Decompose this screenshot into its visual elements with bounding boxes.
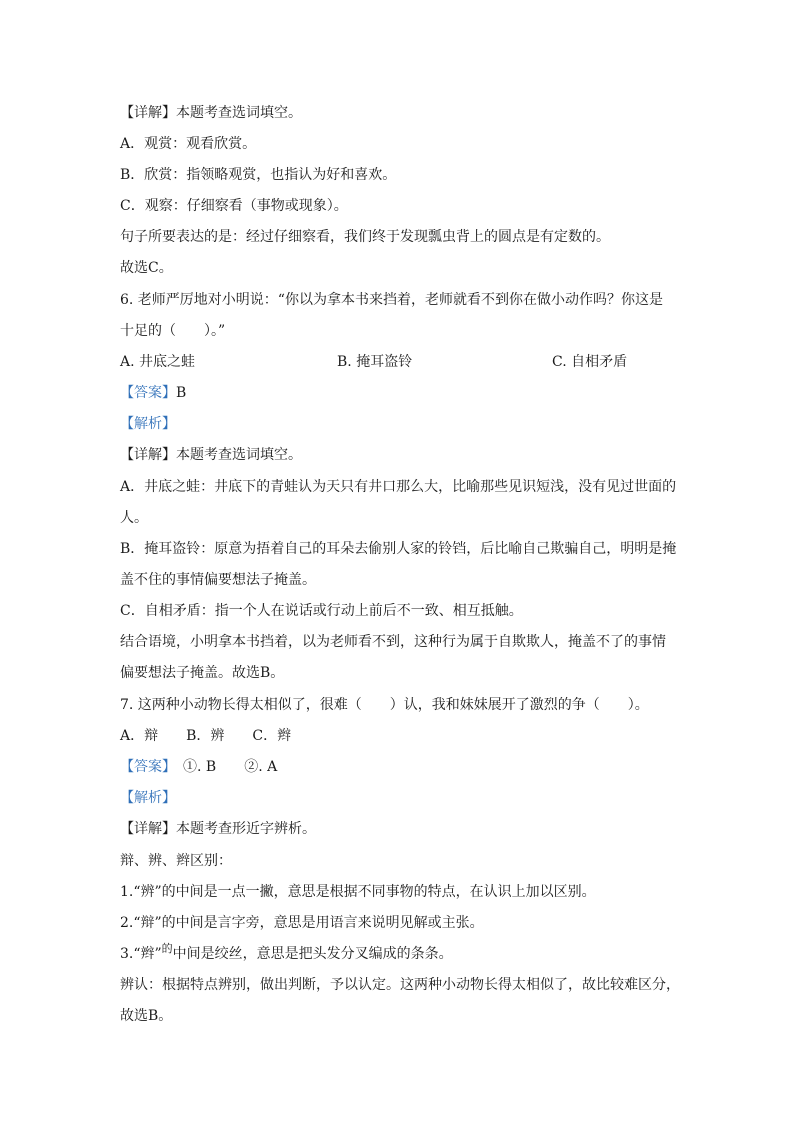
question-6-text: 6. 老师严厉地对小明说：“你以为拿本书来挡着，老师就看不到你在做小动作吗？你这是 — [120, 292, 663, 308]
difference-item-3 — [120, 942, 680, 964]
answer-label: 【答案】 — [120, 385, 176, 401]
explanation-heading-q5: 【详解】本题考查选词填空。 — [120, 105, 302, 121]
conclusion-q7-cont: 故选B。 — [120, 1008, 173, 1024]
explanation-heading-q7: 【详解】本题考查形近字辨析。 — [120, 821, 316, 837]
question-7-text: 7. 这两种小动物长得太相似了，很难（ ）认，我和妹妹展开了激烈的争（ ）。 — [120, 697, 649, 713]
option-a-explanation-q6-cont: 人。 — [120, 510, 148, 526]
conclusion-q5: 故选C。 — [120, 260, 173, 276]
option-b-explanation-q5: B．欣赏：指领略观赏，也指认为好和喜欢。 — [120, 167, 397, 183]
difference-item-1: 1.“辨”的中间是一点一撇，意思是根据不同事物的特点，在认识上加以区别。 — [120, 884, 596, 900]
q6-option-c: C. 自相矛盾 — [552, 354, 628, 370]
option-b-explanation-q6-cont: 盖不住的事情偏要想法子掩盖。 — [120, 572, 316, 588]
question-7-options: A．辩 B．辨 C．辫 — [120, 728, 292, 744]
context-explanation-q5: 句子所要表达的是：经过仔细察看，我们终于发现瓢虫背上的圆点是有定数的。 — [120, 229, 610, 245]
answer-q6 — [120, 384, 680, 402]
answer-value: ①. B ②. A — [169, 759, 278, 775]
analysis-label-q6: 【解析】 — [120, 416, 176, 432]
option-c-explanation-q5: C．观察：仔细察看（事物或现象）。 — [120, 198, 348, 214]
answer-q7 — [120, 758, 680, 776]
difference-item-3-start: 3.“辫” — [120, 946, 162, 962]
q6-option-b: B. 掩耳盗铃 — [337, 354, 413, 370]
analysis-label-q7: 【解析】 — [120, 790, 176, 806]
answer-label: 【答案】 — [120, 759, 169, 775]
conclusion-q7: 辨认：根据特点辨别，做出判断，予以认定。这两种小动物长得太相似了，故比较难区分， — [120, 977, 680, 993]
q6-option-a: A. 井底之蛙 — [120, 354, 196, 370]
option-a-explanation-q5: A．观赏：观看欣赏。 — [120, 136, 257, 152]
question-6-text-cont: 十足的（ ）。” — [120, 323, 226, 339]
context-explanation-q6: 结合语境，小明拿本书挡着，以为老师看不到，这种行为属于自欺欺人，掩盖不了的事情 — [120, 634, 666, 650]
option-c-explanation-q6: C．自相矛盾：指一个人在说话或行动上前后不一致、相互抵触。 — [120, 603, 523, 619]
answer-value: B — [176, 385, 187, 401]
difference-item-2: 2.“辩”的中间是言字旁，意思是用语言来说明见解或主张。 — [120, 915, 484, 931]
option-a-explanation-q6: A．井底之蛙：井底下的青蛙认为天只有井口那么大，比喻那些见识短浅，没有见过世面的 — [120, 479, 677, 495]
option-b-explanation-q6: B．掩耳盗铃：原意为捂着自己的耳朵去偷别人家的铃铛，后比喻自己欺骗自己，明明是掩 — [120, 541, 677, 557]
context-explanation-q6-cont: 偏要想法子掩盖。故选B。 — [120, 665, 285, 681]
explanation-heading-q6: 【详解】本题考查选词填空。 — [120, 447, 302, 463]
difference-item-3-sup: 的 — [161, 942, 173, 955]
difference-item-3-rest: 中间是绞丝，意思是把头发分叉编成的条条。 — [172, 946, 453, 962]
difference-intro-q7: 辩、辨、辫区别： — [120, 853, 232, 869]
